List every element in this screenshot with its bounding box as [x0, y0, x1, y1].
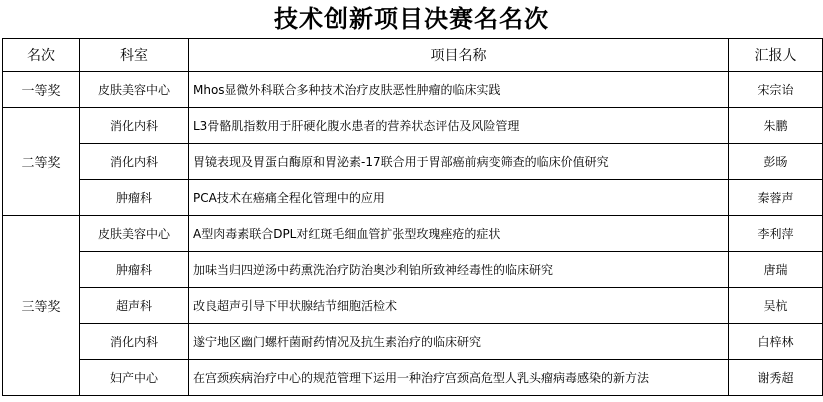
dept-cell: 超声科 [80, 288, 189, 324]
header-dept: 科室 [80, 39, 189, 72]
table-row [3, 324, 823, 360]
reporter-cell: 白梓林 [729, 324, 823, 360]
reporter-cell: 秦蓉声 [729, 180, 823, 216]
reporter-cell: 李利萍 [729, 216, 823, 252]
table-row [3, 252, 823, 288]
table-row [3, 108, 823, 144]
project-cell: 加味当归四逆汤中药熏洗治疗防治奥沙利铂所致神经毒性的临床研究 [189, 252, 729, 288]
rank-cell: 三等奖 [3, 216, 80, 396]
project-cell: 胃镜表现及胃蛋白酶原和胃泌素-17联合用于胃部癌前病变筛查的临床价值研究 [189, 144, 729, 180]
project-cell: A型肉毒素联合DPL对红斑毛细血管扩张型玫瑰痤疮的症状 [189, 216, 729, 252]
dept-cell: 肿瘤科 [80, 252, 189, 288]
reporter-cell: 彭旸 [729, 144, 823, 180]
project-cell: Mhos显微外科联合多种技术治疗皮肤恶性肿瘤的临床实践 [189, 72, 729, 108]
header-reporter: 汇报人 [729, 39, 823, 72]
project-cell: L3骨骼肌指数用于肝硬化腹水患者的营养状态评估及风险管理 [189, 108, 729, 144]
reporter-cell: 吴杭 [729, 288, 823, 324]
dept-cell: 消化内科 [80, 324, 189, 360]
project-cell: 改良超声引导下甲状腺结节细胞活检术 [189, 288, 729, 324]
reporter-cell: 宋宗诒 [729, 72, 823, 108]
header-row [3, 39, 823, 72]
dept-cell: 消化内科 [80, 108, 189, 144]
header-rank: 名次 [3, 39, 80, 72]
rank-cell: 一等奖 [3, 72, 80, 108]
rank-cell: 二等奖 [3, 108, 80, 216]
table-row [3, 180, 823, 216]
dept-cell: 妇产中心 [80, 360, 189, 396]
page-title: 技术创新项目决赛名名次 [274, 4, 549, 33]
table-row [3, 360, 823, 396]
results-table [2, 38, 823, 396]
reporter-cell: 朱鹏 [729, 108, 823, 144]
table-row [3, 216, 823, 252]
table-row [3, 72, 823, 108]
project-cell: PCA技术在癌痛全程化管理中的应用 [189, 180, 729, 216]
reporter-cell: 谢秀超 [729, 360, 823, 396]
dept-cell: 消化内科 [80, 144, 189, 180]
header-project: 项目名称 [189, 39, 729, 72]
table-row [3, 144, 823, 180]
table-row [3, 288, 823, 324]
dept-cell: 肿瘤科 [80, 180, 189, 216]
reporter-cell: 唐瑞 [729, 252, 823, 288]
dept-cell: 皮肤美容中心 [80, 72, 189, 108]
dept-cell: 皮肤美容中心 [80, 216, 189, 252]
project-cell: 在宫颈疾病治疗中心的规范管理下运用一种治疗宫颈高危型人乳头瘤病毒感染的新方法 [189, 360, 729, 396]
project-cell: 遂宁地区幽门螺杆菌耐药情况及抗生素治疗的临床研究 [189, 324, 729, 360]
